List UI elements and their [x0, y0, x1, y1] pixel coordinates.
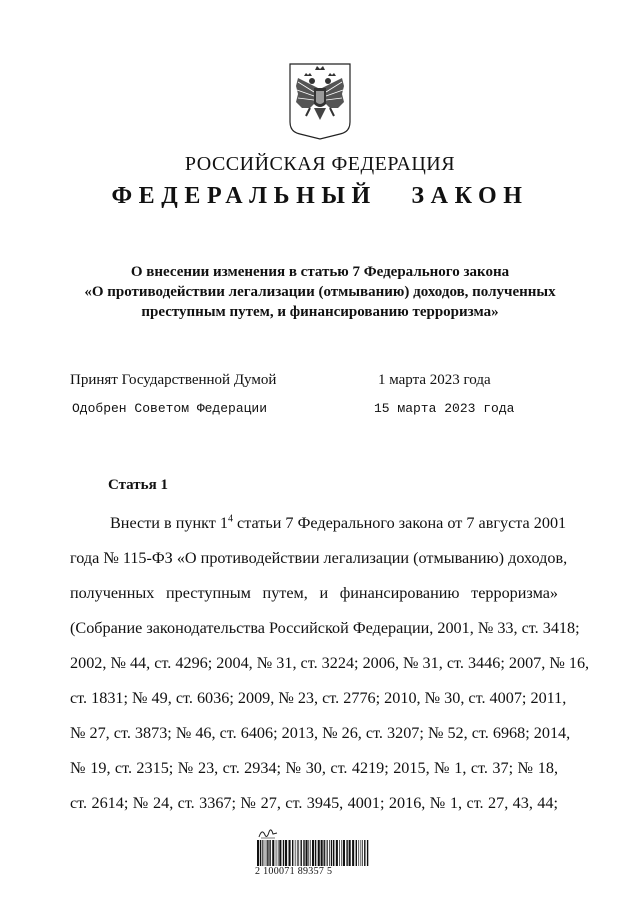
council-approval-date: 15 марта 2023 года: [374, 401, 515, 416]
article-text-superscript: 4: [228, 513, 233, 525]
article-body-line: года № 115-ФЗ «О противодействии легализации (отмыванию) доходов,: [70, 549, 568, 567]
article-body-line: 2002, № 44, ст. 4296; 2004, № 31, ст. 3224; 2006, № 31, ст. 3446; 2007, № 16,: [70, 654, 590, 672]
law-title-line: «О противодействии легализации (отмыванию) доходов, полученных: [84, 284, 556, 300]
article-body-line: (Собрание законодательства Российской Федерации, 2001, № 33, ст. 3418;: [70, 619, 580, 637]
article-body-line: [70, 512, 567, 547]
country-name: РОССИЙСКАЯ ФЕДЕРАЦИЯ: [184, 153, 456, 175]
law-title-line: преступным путем, и финансированию терроризма»: [141, 304, 499, 320]
article-body-line: ст. 1831; № 49, ст. 6036; 2009, № 23, ст. 2776; 2010, № 30, ст. 4007; 2011,: [70, 689, 567, 707]
coat-of-arms-icon: [288, 62, 352, 140]
law-title: [40, 262, 600, 322]
article-body: [70, 512, 590, 827]
law-title-line: О внесении изменения в статью 7 Федерального закона: [130, 264, 510, 280]
barcode-block: [255, 826, 385, 882]
article-text-fragment: статьи 7 Федерального закона от 7 августа 2001: [233, 514, 567, 532]
duma-adoption-date: 1 марта 2023 года: [378, 372, 491, 388]
article-heading: Статья 1: [108, 477, 168, 493]
article-body-line: № 19, ст. 2315; № 23, ст. 2934; № 30, ст. 4219; 2015, № 1, ст. 37; № 18,: [70, 759, 558, 777]
article-body-line: № 27, ст. 3873; № 46, ст. 6406; 2013, № 26, ст. 3207; № 52, ст. 6968; 2014,: [70, 724, 571, 742]
barcode-icon: [257, 840, 371, 866]
duma-adoption-label: Принят Государственной Думой: [70, 372, 277, 388]
council-approval-label: Одобрен Советом Федерации: [72, 401, 268, 416]
article-text-fragment: Внести в пункт 1: [110, 514, 228, 532]
signature-icon: [258, 826, 278, 840]
barcode-number: 2 100071 89357 5: [255, 866, 333, 877]
article-body-line: полученных преступным путем, и финансированию терроризма»: [70, 584, 558, 602]
document-type: ФЕДЕРАЛЬНЫЙ ЗАКОН: [111, 183, 529, 209]
article-body-line: ст. 2614; № 24, ст. 3367; № 27, ст. 3945, 4001; 2016, № 1, ст. 27, 43, 44;: [70, 794, 558, 812]
